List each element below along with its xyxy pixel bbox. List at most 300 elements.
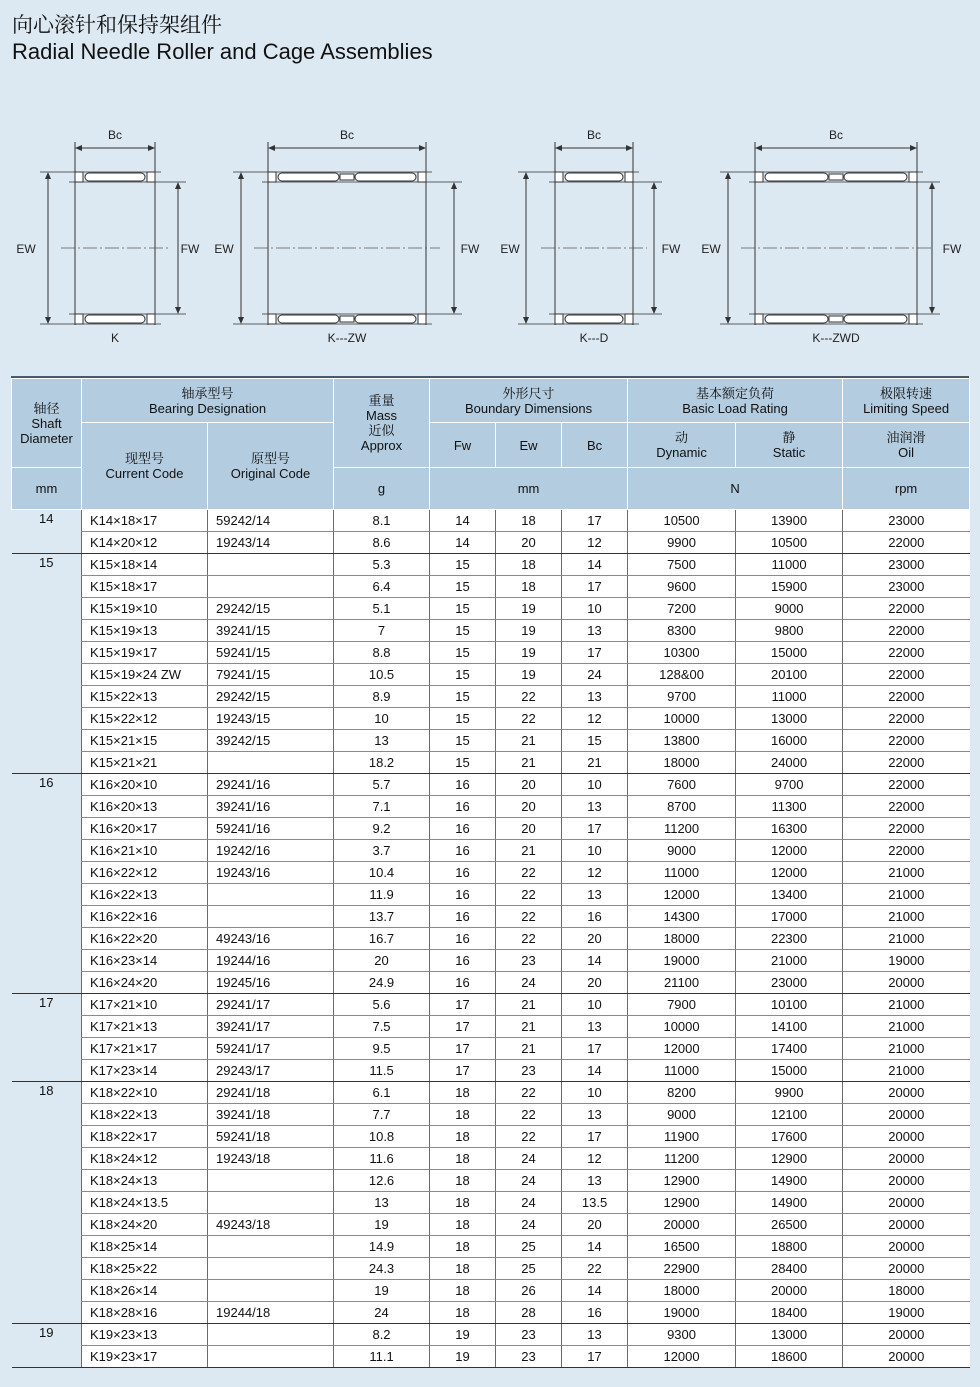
- table-row: [12, 884, 970, 906]
- dynamic-load-cell: 18000: [628, 928, 736, 950]
- oil-speed-cell: 18000: [843, 1280, 970, 1302]
- table-row: [12, 554, 970, 576]
- oil-speed-cell: 22000: [843, 774, 970, 796]
- static-load-cell: 17000: [736, 906, 843, 928]
- table-row: [12, 1236, 970, 1258]
- current-code-cell: K16×22×12: [82, 862, 208, 884]
- ew-label: EW: [16, 242, 36, 256]
- dynamic-load-cell: 13800: [628, 730, 736, 752]
- table-row: [12, 1016, 970, 1038]
- original-code-cell: 39241/16: [208, 796, 334, 818]
- oil-speed-cell: 21000: [843, 1016, 970, 1038]
- bc-cell: 20: [562, 928, 628, 950]
- original-code-cell: 29242/15: [208, 598, 334, 620]
- dynamic-load-cell: 12000: [628, 884, 736, 906]
- bc-cell: 16: [562, 906, 628, 928]
- bc-cell: 14: [562, 1236, 628, 1258]
- original-code-cell: 39242/15: [208, 730, 334, 752]
- ew-cell: 23: [496, 1060, 562, 1082]
- ew-cell: 19: [496, 642, 562, 664]
- oil-speed-cell: 20000: [843, 1192, 970, 1214]
- ew-cell: 21: [496, 1038, 562, 1060]
- dynamic-load-cell: 8300: [628, 620, 736, 642]
- unit-load: N: [628, 468, 843, 510]
- oil-speed-cell: 20000: [843, 1104, 970, 1126]
- original-code-cell: [208, 1170, 334, 1192]
- oil-speed-cell: 20000: [843, 1082, 970, 1104]
- fw-cell: 17: [430, 1060, 496, 1082]
- dynamic-load-cell: 11000: [628, 862, 736, 884]
- table-row: [12, 950, 970, 972]
- original-code-cell: [208, 576, 334, 598]
- original-code-cell: 19243/18: [208, 1148, 334, 1170]
- oil-speed-cell: 20000: [843, 1236, 970, 1258]
- bc-cell: 12: [562, 862, 628, 884]
- fw-cell: 18: [430, 1236, 496, 1258]
- static-load-cell: 9000: [736, 598, 843, 620]
- header-load: 基本额定负荷 Basic Load Rating: [628, 379, 843, 423]
- fw-cell: 18: [430, 1192, 496, 1214]
- static-load-cell: 12000: [736, 862, 843, 884]
- original-code-cell: 59241/17: [208, 1038, 334, 1060]
- mass-cell: 24: [334, 1302, 430, 1324]
- oil-speed-cell: 22000: [843, 752, 970, 774]
- original-code-cell: 29241/16: [208, 774, 334, 796]
- ew-cell: 20: [496, 796, 562, 818]
- oil-speed-cell: 22000: [843, 818, 970, 840]
- static-load-cell: 14900: [736, 1170, 843, 1192]
- dynamic-load-cell: 18000: [628, 752, 736, 774]
- oil-speed-cell: 23000: [843, 554, 970, 576]
- dynamic-load-cell: 7500: [628, 554, 736, 576]
- bc-cell: 20: [562, 1214, 628, 1236]
- bc-cell: 17: [562, 1038, 628, 1060]
- original-code-cell: 19244/18: [208, 1302, 334, 1324]
- unit-mass: g: [334, 468, 430, 510]
- current-code-cell: K15×19×17: [82, 642, 208, 664]
- table-row: [12, 928, 970, 950]
- bc-label: Bc: [107, 128, 123, 142]
- header-fw: Fw: [430, 423, 496, 468]
- bearing-diagram-2: [233, 142, 462, 325]
- dynamic-load-cell: 8200: [628, 1082, 736, 1104]
- ew-cell: 24: [496, 972, 562, 994]
- fw-cell: 16: [430, 774, 496, 796]
- current-code-cell: K17×21×17: [82, 1038, 208, 1060]
- mass-cell: 9.5: [334, 1038, 430, 1060]
- static-load-cell: 10100: [736, 994, 843, 1016]
- fw-cell: 17: [430, 1016, 496, 1038]
- static-load-cell: 13000: [736, 1324, 843, 1346]
- original-code-cell: 59241/16: [208, 818, 334, 840]
- table-row: [12, 1126, 970, 1148]
- mass-cell: 10.8: [334, 1126, 430, 1148]
- dynamic-load-cell: 11200: [628, 818, 736, 840]
- ew-cell: 21: [496, 1016, 562, 1038]
- original-code-cell: 39241/17: [208, 1016, 334, 1038]
- current-code-cell: K18×25×22: [82, 1258, 208, 1280]
- dynamic-load-cell: 9000: [628, 840, 736, 862]
- bc-cell: 10: [562, 994, 628, 1016]
- ew-cell: 22: [496, 884, 562, 906]
- bc-cell: 14: [562, 554, 628, 576]
- original-code-cell: 29242/15: [208, 686, 334, 708]
- current-code-cell: K15×19×13: [82, 620, 208, 642]
- current-code-cell: K16×20×10: [82, 774, 208, 796]
- static-load-cell: 10500: [736, 532, 843, 554]
- mass-cell: 6.1: [334, 1082, 430, 1104]
- mass-cell: 8.1: [334, 510, 430, 532]
- oil-speed-cell: 22000: [843, 708, 970, 730]
- fw-cell: 15: [430, 620, 496, 642]
- static-load-cell: 9900: [736, 1082, 843, 1104]
- ew-cell: 24: [496, 1170, 562, 1192]
- type-label: K: [110, 331, 120, 345]
- oil-speed-cell: 22000: [843, 532, 970, 554]
- fw-cell: 18: [430, 1104, 496, 1126]
- original-code-cell: [208, 906, 334, 928]
- ew-cell: 21: [496, 994, 562, 1016]
- bc-label: Bc: [586, 128, 602, 142]
- fw-cell: 15: [430, 708, 496, 730]
- ew-cell: 19: [496, 598, 562, 620]
- shaft-diameter-cell: 15: [12, 554, 82, 774]
- bc-cell: 10: [562, 598, 628, 620]
- mass-cell: 5.6: [334, 994, 430, 1016]
- bc-cell: 13: [562, 620, 628, 642]
- fw-cell: 16: [430, 972, 496, 994]
- fw-cell: 16: [430, 906, 496, 928]
- mass-cell: 14.9: [334, 1236, 430, 1258]
- mass-cell: 10.5: [334, 664, 430, 686]
- bearing-diagrams: [0, 120, 980, 355]
- dynamic-load-cell: 12000: [628, 1346, 736, 1368]
- bc-cell: 14: [562, 950, 628, 972]
- mass-cell: 8.6: [334, 532, 430, 554]
- current-code-cell: K18×24×12: [82, 1148, 208, 1170]
- ew-cell: 25: [496, 1236, 562, 1258]
- mass-cell: 18.2: [334, 752, 430, 774]
- dynamic-load-cell: 7200: [628, 598, 736, 620]
- mass-cell: 11.9: [334, 884, 430, 906]
- static-load-cell: 28400: [736, 1258, 843, 1280]
- static-load-cell: 13900: [736, 510, 843, 532]
- fw-cell: 18: [430, 1170, 496, 1192]
- table-row: [12, 752, 970, 774]
- table-row: [12, 1192, 970, 1214]
- ew-cell: 28: [496, 1302, 562, 1324]
- current-code-cell: K16×23×14: [82, 950, 208, 972]
- header-shaft: 轴径 Shaft Diameter: [12, 379, 82, 468]
- static-load-cell: 16300: [736, 818, 843, 840]
- table-row: [12, 664, 970, 686]
- bc-cell: 16: [562, 1302, 628, 1324]
- bc-cell: 12: [562, 708, 628, 730]
- fw-cell: 17: [430, 994, 496, 1016]
- dynamic-load-cell: 11200: [628, 1148, 736, 1170]
- ew-cell: 21: [496, 730, 562, 752]
- static-load-cell: 23000: [736, 972, 843, 994]
- original-code-cell: 79241/15: [208, 664, 334, 686]
- dynamic-load-cell: 18000: [628, 1280, 736, 1302]
- ew-label: EW: [214, 242, 234, 256]
- table-body: [12, 510, 970, 1368]
- bc-cell: 17: [562, 1126, 628, 1148]
- current-code-cell: K18×22×13: [82, 1104, 208, 1126]
- static-load-cell: 14900: [736, 1192, 843, 1214]
- dynamic-load-cell: 10500: [628, 510, 736, 532]
- table-row: [12, 1060, 970, 1082]
- bearing-diagram-3: [518, 142, 662, 325]
- current-code-cell: K15×19×24 ZW: [82, 664, 208, 686]
- mass-cell: 11.6: [334, 1148, 430, 1170]
- table-row: [12, 1324, 970, 1346]
- table-row: [12, 818, 970, 840]
- current-code-cell: K17×21×13: [82, 1016, 208, 1038]
- oil-speed-cell: 20000: [843, 972, 970, 994]
- static-load-cell: 11300: [736, 796, 843, 818]
- header-designation: 轴承型号 Bearing Designation: [82, 379, 334, 423]
- dynamic-load-cell: 9000: [628, 1104, 736, 1126]
- static-load-cell: 11000: [736, 686, 843, 708]
- table-row: [12, 1038, 970, 1060]
- static-load-cell: 9700: [736, 774, 843, 796]
- oil-speed-cell: 21000: [843, 884, 970, 906]
- original-code-cell: 19243/15: [208, 708, 334, 730]
- oil-speed-cell: 21000: [843, 862, 970, 884]
- mass-cell: 9.2: [334, 818, 430, 840]
- original-code-cell: [208, 1258, 334, 1280]
- ew-label: EW: [500, 242, 520, 256]
- table-row: [12, 840, 970, 862]
- bearing-diagram-1: [40, 142, 186, 325]
- current-code-cell: K15×18×14: [82, 554, 208, 576]
- static-load-cell: 21000: [736, 950, 843, 972]
- static-load-cell: 9800: [736, 620, 843, 642]
- mass-cell: 20: [334, 950, 430, 972]
- dynamic-load-cell: 7600: [628, 774, 736, 796]
- table-row: [12, 972, 970, 994]
- mass-cell: 11.1: [334, 1346, 430, 1368]
- current-code-cell: K18×22×10: [82, 1082, 208, 1104]
- table-row: [12, 1346, 970, 1368]
- static-load-cell: 12000: [736, 840, 843, 862]
- oil-speed-cell: 20000: [843, 1170, 970, 1192]
- fw-cell: 16: [430, 796, 496, 818]
- table-row: [12, 510, 970, 532]
- header-current-code: 现型号 Current Code: [82, 423, 208, 510]
- bc-cell: 13: [562, 1170, 628, 1192]
- fw-cell: 15: [430, 664, 496, 686]
- table-row: [12, 906, 970, 928]
- original-code-cell: 19243/16: [208, 862, 334, 884]
- bearing-diagram-4: [720, 142, 940, 325]
- fw-cell: 18: [430, 1082, 496, 1104]
- mass-cell: 13.7: [334, 906, 430, 928]
- mass-cell: 5.3: [334, 554, 430, 576]
- fw-cell: 15: [430, 554, 496, 576]
- shaft-diameter-cell: 16: [12, 774, 82, 994]
- current-code-cell: K19×23×17: [82, 1346, 208, 1368]
- bc-cell: 17: [562, 818, 628, 840]
- bc-cell: 20: [562, 972, 628, 994]
- table-row: [12, 994, 970, 1016]
- original-code-cell: 19242/16: [208, 840, 334, 862]
- fw-cell: 16: [430, 840, 496, 862]
- oil-speed-cell: 22000: [843, 620, 970, 642]
- header-oil: 油润滑 Oil: [843, 423, 970, 468]
- mass-cell: 8.9: [334, 686, 430, 708]
- ew-cell: 19: [496, 664, 562, 686]
- mass-cell: 7: [334, 620, 430, 642]
- dynamic-load-cell: 11900: [628, 1126, 736, 1148]
- spec-table: [11, 378, 970, 1368]
- table-header: [12, 379, 970, 510]
- table-row: [12, 862, 970, 884]
- header-ew: Ew: [496, 423, 562, 468]
- oil-speed-cell: 21000: [843, 928, 970, 950]
- unit-shaft: mm: [12, 468, 82, 510]
- fw-cell: 16: [430, 818, 496, 840]
- bc-cell: 12: [562, 1148, 628, 1170]
- table-row: [12, 730, 970, 752]
- current-code-cell: K16×20×13: [82, 796, 208, 818]
- table-row: [12, 1104, 970, 1126]
- oil-speed-cell: 22000: [843, 642, 970, 664]
- original-code-cell: [208, 884, 334, 906]
- dynamic-load-cell: 22900: [628, 1258, 736, 1280]
- ew-cell: 22: [496, 928, 562, 950]
- dynamic-load-cell: 21100: [628, 972, 736, 994]
- original-code-cell: [208, 1280, 334, 1302]
- header-speed: 极限转速 Limiting Speed: [843, 379, 970, 423]
- original-code-cell: 19244/16: [208, 950, 334, 972]
- oil-speed-cell: 23000: [843, 576, 970, 598]
- current-code-cell: K15×22×13: [82, 686, 208, 708]
- original-code-cell: 59242/14: [208, 510, 334, 532]
- bc-cell: 13: [562, 884, 628, 906]
- shaft-diameter-cell: 14: [12, 510, 82, 554]
- ew-cell: 26: [496, 1280, 562, 1302]
- table-row: [12, 774, 970, 796]
- mass-cell: 13: [334, 1192, 430, 1214]
- mass-cell: 8.2: [334, 1324, 430, 1346]
- static-load-cell: 14100: [736, 1016, 843, 1038]
- table-row: [12, 1148, 970, 1170]
- diagram-row: [0, 120, 980, 355]
- bc-cell: 17: [562, 642, 628, 664]
- fw-cell: 15: [430, 576, 496, 598]
- fw-cell: 17: [430, 1038, 496, 1060]
- oil-speed-cell: 20000: [843, 1258, 970, 1280]
- static-load-cell: 13400: [736, 884, 843, 906]
- dynamic-load-cell: 19000: [628, 950, 736, 972]
- static-load-cell: 18400: [736, 1302, 843, 1324]
- ew-cell: 20: [496, 532, 562, 554]
- ew-cell: 23: [496, 950, 562, 972]
- ew-cell: 22: [496, 862, 562, 884]
- header-boundary: 外形尺寸 Boundary Dimensions: [430, 379, 628, 423]
- table-row: [12, 796, 970, 818]
- fw-cell: 15: [430, 686, 496, 708]
- bc-label: Bc: [828, 128, 844, 142]
- static-load-cell: 16000: [736, 730, 843, 752]
- table-row: [12, 686, 970, 708]
- oil-speed-cell: 23000: [843, 510, 970, 532]
- ew-cell: 24: [496, 1192, 562, 1214]
- bc-cell: 13: [562, 686, 628, 708]
- static-load-cell: 26500: [736, 1214, 843, 1236]
- current-code-cell: K17×23×14: [82, 1060, 208, 1082]
- bc-cell: 21: [562, 752, 628, 774]
- current-code-cell: K14×20×12: [82, 532, 208, 554]
- static-load-cell: 13000: [736, 708, 843, 730]
- current-code-cell: K15×21×21: [82, 752, 208, 774]
- dynamic-load-cell: 20000: [628, 1214, 736, 1236]
- static-load-cell: 22300: [736, 928, 843, 950]
- ew-cell: 22: [496, 708, 562, 730]
- current-code-cell: K16×22×16: [82, 906, 208, 928]
- oil-speed-cell: 22000: [843, 686, 970, 708]
- mass-cell: 11.5: [334, 1060, 430, 1082]
- static-load-cell: 15900: [736, 576, 843, 598]
- current-code-cell: K18×25×14: [82, 1236, 208, 1258]
- shaft-diameter-cell: 19: [12, 1324, 82, 1368]
- table-row: [12, 1214, 970, 1236]
- oil-speed-cell: 19000: [843, 1302, 970, 1324]
- dynamic-load-cell: 9700: [628, 686, 736, 708]
- fw-cell: 15: [430, 642, 496, 664]
- ew-cell: 22: [496, 686, 562, 708]
- bc-cell: 17: [562, 510, 628, 532]
- oil-speed-cell: 19000: [843, 950, 970, 972]
- ew-cell: 24: [496, 1214, 562, 1236]
- unit-speed: rpm: [843, 468, 970, 510]
- table-row: [12, 620, 970, 642]
- current-code-cell: K19×23×13: [82, 1324, 208, 1346]
- static-load-cell: 17400: [736, 1038, 843, 1060]
- header-original-code: 原型号 Original Code: [208, 423, 334, 510]
- current-code-cell: K16×20×17: [82, 818, 208, 840]
- oil-speed-cell: 20000: [843, 1126, 970, 1148]
- current-code-cell: K14×18×17: [82, 510, 208, 532]
- dynamic-load-cell: 8700: [628, 796, 736, 818]
- fw-cell: 16: [430, 928, 496, 950]
- oil-speed-cell: 21000: [843, 906, 970, 928]
- oil-speed-cell: 21000: [843, 1060, 970, 1082]
- current-code-cell: K15×19×10: [82, 598, 208, 620]
- ew-cell: 23: [496, 1346, 562, 1368]
- fw-cell: 16: [430, 862, 496, 884]
- static-load-cell: 11000: [736, 554, 843, 576]
- table-row: [12, 1170, 970, 1192]
- static-load-cell: 17600: [736, 1126, 843, 1148]
- mass-cell: 16.7: [334, 928, 430, 950]
- original-code-cell: [208, 1324, 334, 1346]
- original-code-cell: 59241/15: [208, 642, 334, 664]
- dynamic-load-cell: 10000: [628, 708, 736, 730]
- fw-cell: 18: [430, 1302, 496, 1324]
- oil-speed-cell: 22000: [843, 664, 970, 686]
- mass-cell: 7.1: [334, 796, 430, 818]
- table-row: [12, 532, 970, 554]
- bc-cell: 14: [562, 1280, 628, 1302]
- header-bc: Bc: [562, 423, 628, 468]
- type-label: K---ZWD: [812, 331, 860, 345]
- static-load-cell: 18800: [736, 1236, 843, 1258]
- table-row: [12, 642, 970, 664]
- fw-cell: 14: [430, 532, 496, 554]
